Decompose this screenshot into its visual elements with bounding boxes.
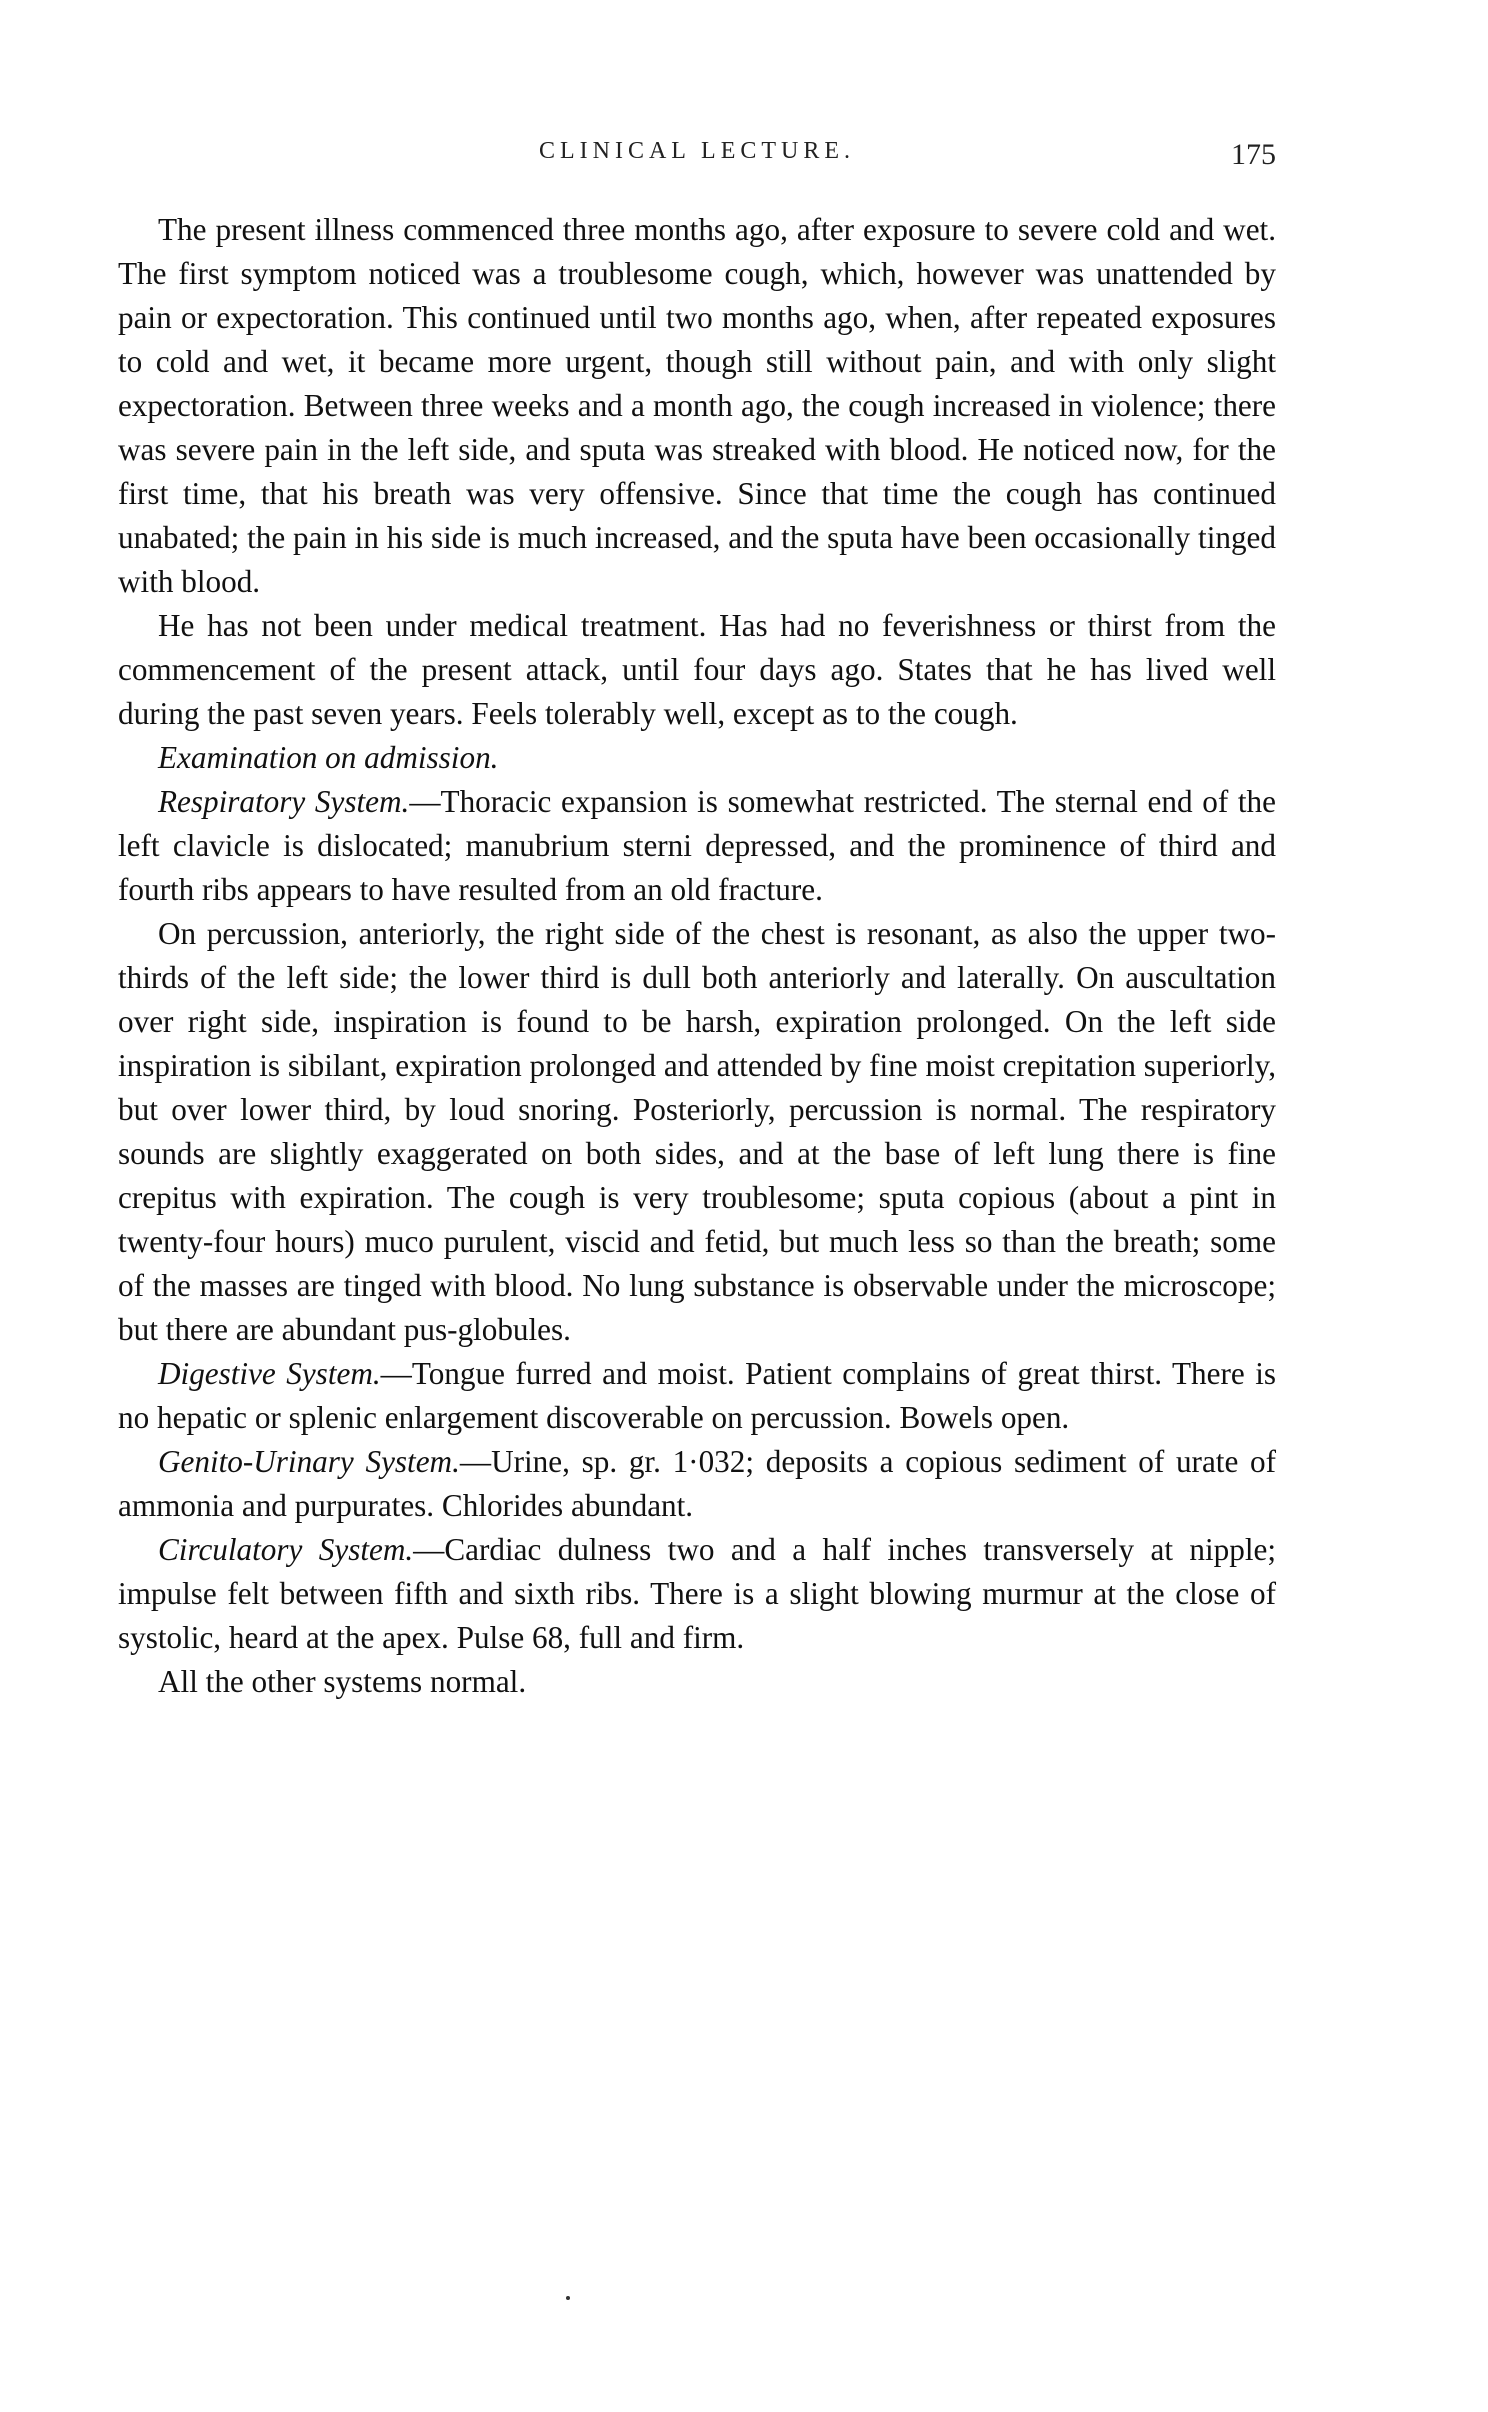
paragraph-examination-heading <box>118 736 1276 780</box>
paragraph-text: He has not been under medical treatment. Has had no feverishness or thirst from the commencement of the present attack, until four days ago. States that he has lived well during the past seven years. Feels tolerably well, except as to the cough. <box>118 608 1276 731</box>
paragraph-text: The present illness commenced three months ago, after exposure to severe cold and wet. The first symptom noticed was a troublesome cough, which, however was unattended by pain or expectoration. This continued until two months ago, when, after repeated exposures to cold and wet, it became more urgent, though still without pain, and with only slight expectoration. Between three weeks and a month ago, the cough increased in violence; there was severe pain in the left side, and sputa was streaked with blood. He noticed now, for the first time, that his breath was very offensive. Since that time the cough has continued unabated; the pain in his side is much increased, and the sputa have been occasionally tinged with blood. <box>118 212 1276 599</box>
paragraph-text: On percussion, anteriorly, the right side of the chest is resonant, as also the upper two-thirds of the left side; the lower third is dull both anteriorly and laterally. On auscultation over right side, inspiration is found to be harsh, expiration prolonged. On the left side inspiration is sibilant, expiration prolonged and attended by fine moist crepitation superiorly, but over lower third, by loud snoring. Posteriorly, percussion is normal. The respiratory sounds are slightly exaggerated on both sides, and at the base of left lung there is fine crepitus with expiration. The cough is very troublesome; sputa copious (about a pint in twenty-four hours) muco purulent, viscid and fetid, but much less so than the breath; some of the masses are tinged with blood. No lung substance is observable under the microscope; but there are abundant pus-globules. <box>118 916 1276 1347</box>
section-heading: Circulatory System. <box>158 1532 414 1567</box>
page-number: 175 <box>1231 138 1276 171</box>
paragraph-genito-urinary-system <box>118 1440 1276 1528</box>
paragraph-respiratory-system <box>118 780 1276 912</box>
paragraph-digestive-system <box>118 1352 1276 1440</box>
paragraph-percussion <box>118 912 1276 1352</box>
paragraph-circulatory-system <box>118 1528 1276 1660</box>
section-heading: Respiratory System. <box>158 784 410 819</box>
section-heading: Genito-Urinary System. <box>158 1444 460 1479</box>
section-heading: Examination on admission. <box>158 740 499 775</box>
section-heading: Digestive System. <box>158 1356 381 1391</box>
body-text <box>118 208 1276 1704</box>
paragraph-treatment-history <box>118 604 1276 736</box>
paragraph-text: —Tongue furred and moist. Patient complains of great thirst. There is no hepatic or splenic enlargement discoverable on percussion. Bowels open. <box>118 1356 1276 1435</box>
ink-speck <box>566 2296 570 2300</box>
paragraph-other-systems <box>118 1660 1276 1704</box>
paragraph-text: —Cardiac dulness two and a half inches transversely at nipple; impulse felt between fifth and sixth ribs. There is a slight blowing murmur at the close of systolic, heard at the apex. Pulse 68, full and firm. <box>118 1532 1276 1655</box>
running-title: CLINICAL LECTURE. <box>538 138 856 164</box>
paragraph-text: —Urine, sp. gr. 1·032; deposits a copious sediment of urate of ammonia and purpurates. Chlorides abundant. <box>118 1444 1276 1523</box>
running-head <box>118 138 1276 178</box>
paragraph-text: —Thoracic expansion is somewhat restricted. The sternal end of the left clavicle is dislocated; manubrium sterni depressed, and the prominence of third and fourth ribs appears to have resulted from an old fracture. <box>118 784 1276 907</box>
paragraph-present-illness <box>118 208 1276 604</box>
paragraph-text: All the other systems normal. <box>158 1664 527 1699</box>
